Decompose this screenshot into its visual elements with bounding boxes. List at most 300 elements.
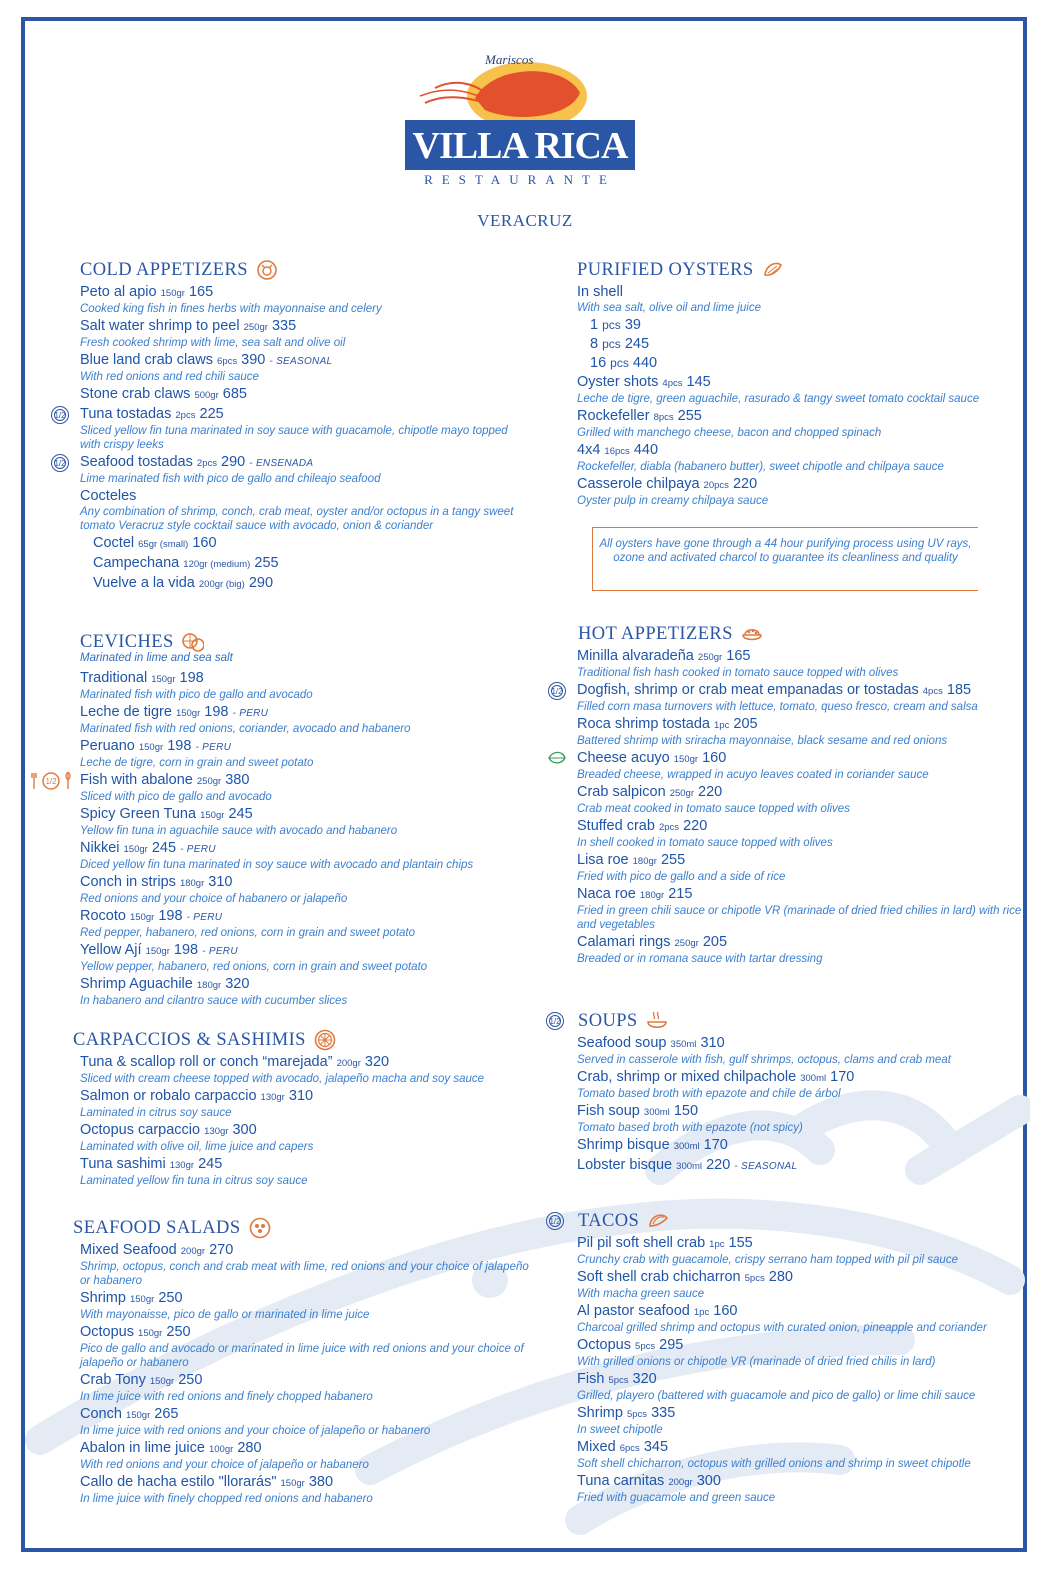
menu-item-price: 685	[222, 386, 247, 402]
menu-item-line	[577, 750, 1027, 768]
menu-item-name: 1	[590, 317, 599, 333]
menu-item-description: Breaded or in romana sauce with tartar dressing	[577, 953, 823, 965]
menu-section	[60, 1214, 530, 1508]
half-portion-icon: 1/2	[546, 1012, 564, 1030]
menu-item	[577, 1137, 1027, 1155]
menu-item-line	[577, 1035, 1027, 1053]
menu-item-name: 16	[590, 355, 607, 371]
menu-item-price: 290	[248, 575, 274, 591]
menu-item-name: Leche de tigre	[80, 704, 172, 720]
section-title-text: CARPACCIOS & SASHIMIS	[73, 1029, 306, 1050]
menu-item-name: Peruano	[80, 738, 135, 754]
menu-item-line	[577, 1337, 1027, 1355]
half-portion-icon: 1/2	[548, 682, 566, 700]
menu-item-qty: 120gr (medium)	[183, 559, 251, 570]
menu-item-name: Nikkei	[80, 840, 120, 856]
menu-item-price: 150	[673, 1103, 699, 1119]
menu-item-name: Rocoto	[80, 908, 126, 924]
menu-item-description: Traditional fish hash cooked in tomato sauce topped with olives	[577, 667, 899, 679]
menu-item-line	[80, 406, 530, 424]
menu-item-name: Dogfish, shrimp or crab meat empanadas or tostadas	[577, 682, 919, 698]
menu-item-name: Tuna sashimi	[80, 1156, 166, 1172]
menu-item-line	[80, 284, 530, 302]
menu-item-line	[80, 1122, 530, 1140]
menu-item-description: Tomato based broth with epazote and chile de árbol	[577, 1088, 841, 1100]
menu-item-description: Crab meat cooked in tomato sauce topped with olives	[577, 803, 850, 815]
menu-item-name: Minilla alvaradeña	[577, 648, 694, 664]
menu-item-name: Shrimp	[577, 1405, 623, 1421]
menu-item	[80, 1474, 530, 1506]
menu-item-price: 220	[706, 1157, 731, 1173]
menu-item-line	[80, 1290, 530, 1308]
menu-item-price: 390	[241, 352, 266, 368]
menu-item-name: Fish with abalone	[80, 772, 193, 788]
menu-item-price: 245	[198, 1156, 223, 1172]
menu-item-qty: 1pc	[709, 1239, 725, 1250]
svg-text:1/2: 1/2	[45, 777, 57, 786]
menu-item-price: 320	[632, 1371, 657, 1387]
menu-item-note: - SEASONAL	[269, 356, 333, 367]
menu-item	[80, 738, 530, 770]
menu-item-qty: 4pcs	[922, 686, 943, 697]
menu-item-price: 220	[732, 476, 758, 492]
menu-item-price: 255	[677, 408, 702, 424]
menu-item-price: 205	[733, 716, 758, 732]
menu-item-line	[577, 886, 1027, 904]
menu-item	[54, 454, 530, 486]
menu-item-line	[80, 976, 530, 994]
half-portion-icon: 1/2	[546, 1212, 564, 1230]
menu-item	[577, 1035, 1027, 1067]
menu-item-price: 245	[228, 806, 253, 822]
section-title	[578, 620, 1027, 648]
menu-item-qty: pcs	[610, 356, 629, 370]
menu-item-name: Peto al apio	[80, 284, 157, 300]
menu-item-description: In sweet chipotle	[577, 1424, 663, 1436]
menu-item-name: 4x4	[577, 442, 601, 458]
menu-item-line	[80, 1324, 530, 1342]
menu-section	[557, 256, 1027, 510]
menu-item-qty: 150gr	[175, 708, 201, 719]
menu-item-line	[80, 942, 530, 960]
menu-item	[577, 750, 1027, 782]
half-portion-icon: 1/2	[51, 406, 69, 424]
menu-item-description: Fresh cooked shrimp with lime, sea salt and olive oil	[80, 337, 346, 349]
menu-item-name: Naca roe	[577, 886, 636, 902]
menu-item-line	[80, 670, 530, 688]
menu-item-description: Battered shrimp with sriracha mayonnaise, black sesame and red onions	[577, 735, 948, 747]
taco-icon	[647, 1210, 669, 1232]
menu-item-qty: 250gr	[243, 322, 268, 333]
menu-item-note: - PERU	[180, 844, 216, 855]
menu-item-price: 320	[364, 1054, 390, 1070]
menu-item-price: 215	[668, 886, 693, 902]
menu-item-description: Served in casserole with fish, gulf shrimps, octopus, clams and crab meat	[577, 1054, 951, 1066]
section-title-text: PURIFIED OYSTERS	[577, 259, 754, 280]
menu-item-line	[80, 908, 530, 926]
menu-item	[80, 874, 530, 906]
menu-section	[549, 1207, 1027, 1507]
menu-item-name: Crab salpicon	[577, 784, 666, 800]
menu-item-qty: 6pcs	[619, 1443, 640, 1454]
menu-item-description: Any combination of shrimp, conch, crab meat, oyster and/or octopus in a tangy sweet tomato Veracruz style cocktail sauce with avocado, onion & coriander	[80, 506, 514, 532]
menu-item-qty: 2pcs	[196, 458, 217, 469]
menu-item-description: With sea salt, olive oil and lime juice	[577, 302, 761, 314]
menu-item-description: Lime marinated fish with pico de gallo and chileajo seafood	[80, 473, 381, 485]
menu-item-name: Octopus	[577, 1337, 631, 1353]
menu-item-price: 380	[308, 1474, 334, 1490]
menu-item-name: Crab, shrimp or mixed chilpachole	[577, 1069, 797, 1085]
section-title	[578, 1007, 1027, 1035]
menu-item-price: 198	[173, 942, 199, 958]
menu-item	[577, 934, 1027, 966]
menu-item-line	[80, 738, 530, 756]
menu-item-name: Seafood soup	[577, 1035, 667, 1051]
menu-item-description: Sliced yellow fin tuna marinated in soy sauce with guacamole, chipotle mayo topped with crispy leeks	[80, 425, 508, 451]
menu-item-description: Marinated fish with pico de gallo and avocado	[80, 689, 313, 701]
menu-item-qty: 250gr	[669, 788, 695, 799]
menu-item-price: 255	[254, 555, 279, 571]
menu-item-name: Lisa roe	[577, 852, 629, 868]
menu-item-line	[590, 317, 1027, 334]
menu-item-name: Mixed	[577, 1439, 616, 1455]
menu-item-name: Al pastor seafood	[577, 1303, 690, 1319]
menu-item-name: Oyster shots	[577, 374, 659, 390]
menu-item-qty: 2pcs	[175, 410, 196, 421]
menu-item-line	[80, 352, 530, 370]
menu-item	[80, 1290, 530, 1322]
menu-item-qty: 1pc	[714, 720, 730, 731]
menu-item-description: In habanero and cilantro sauce with cucumber slices	[80, 995, 348, 1007]
menu-item	[80, 1088, 530, 1120]
menu-item	[577, 1103, 1027, 1135]
vegetarian-leaf-icon	[547, 748, 567, 773]
menu-item-price: 255	[660, 852, 686, 868]
menu-item-qty: 150gr	[145, 946, 170, 957]
menu-item-price: 155	[728, 1235, 753, 1251]
menu-item	[93, 555, 530, 573]
menu-item-description: In shell cooked in tomato sauce topped with olives	[577, 837, 833, 849]
logo-name: VILLA RICA	[412, 125, 628, 167]
menu-item-line	[80, 1242, 530, 1260]
menu-item-line	[577, 476, 1027, 494]
menu-item	[577, 442, 1027, 474]
menu-item-price: 220	[683, 818, 708, 834]
menu-item-description: In lime juice with red onions and finely chopped habanero	[80, 1391, 373, 1403]
menu-item-description: Oyster pulp in creamy chilpaya sauce	[577, 495, 769, 507]
menu-item-price: 185	[946, 682, 972, 698]
menu-item	[577, 1439, 1027, 1471]
section-title	[73, 1026, 530, 1054]
menu-item-qty: 150gr	[151, 674, 176, 685]
menu-item	[80, 908, 530, 940]
menu-item-description: Crunchy crab with guacamole, crispy serrano ham topped with pil pil sauce	[577, 1254, 958, 1266]
menu-item-line	[80, 874, 530, 892]
menu-item-qty: 150gr	[149, 1376, 175, 1387]
menu-item-price: 145	[686, 374, 711, 390]
menu-item-line	[577, 1069, 1027, 1087]
menu-item-price: 380	[225, 772, 250, 788]
menu-item-description: Yellow pepper, habanero, red onions, corn in grain and sweet potato	[80, 961, 428, 973]
menu-item-line	[577, 1235, 1027, 1253]
share-plate-icon	[30, 771, 72, 796]
menu-item-qty: 250gr	[674, 938, 699, 949]
menu-item-price: 198	[179, 670, 204, 686]
menu-item	[577, 408, 1027, 440]
menu-item	[577, 716, 1027, 748]
menu-item-line	[80, 1440, 530, 1458]
menu-item-line	[80, 488, 530, 505]
menu-item-qty: 300ml	[643, 1107, 670, 1118]
menu-item-qty: 180gr	[196, 980, 222, 991]
menu-item-price: 280	[768, 1269, 793, 1285]
section-title-text: HOT APPETIZERS	[578, 623, 733, 644]
menu-item-line	[577, 1103, 1027, 1121]
menu-item	[577, 1473, 1027, 1505]
menu-item-price: 198	[167, 738, 192, 754]
menu-item-price: 295	[659, 1337, 684, 1353]
menu-item	[80, 942, 530, 974]
menu-item-qty: 100gr	[208, 1444, 234, 1455]
menu-item-line	[577, 1439, 1027, 1457]
menu-item	[577, 1405, 1027, 1437]
menu-item-description: Pico de gallo and avocado or marinated in lime juice with red onions and your choice of jalapeño or habanero	[80, 1343, 524, 1369]
menu-item-description: Red onions and your choice of habanero or jalapeño	[80, 893, 348, 905]
menu-item-name: Soft shell crab chicharron	[577, 1269, 741, 1285]
menu-item-note: - PERU	[232, 708, 269, 719]
menu-item-line	[577, 408, 1027, 426]
menu-item-qty: 200gr	[180, 1246, 206, 1257]
menu-item-name: Salmon or robalo carpaccio	[80, 1088, 257, 1104]
menu-section	[551, 620, 1027, 968]
menu-item	[54, 406, 530, 452]
menu-item-price: 300	[696, 1473, 721, 1489]
menu-section	[60, 1026, 530, 1190]
menu-item-name: Shrimp Aguachile	[80, 976, 193, 992]
menu-item-qty: 150gr	[280, 1478, 305, 1489]
menu-item-qty: 130gr	[204, 1126, 229, 1137]
menu-item-name: Mixed Seafood	[80, 1242, 177, 1258]
section-subtitle: Marinated in lime and sea salt	[80, 652, 233, 664]
menu-item-name: Callo de hacha estilo "llorarás"	[80, 1474, 277, 1490]
menu-item-name: Stone crab claws	[80, 386, 191, 402]
menu-item-line	[577, 1269, 1027, 1287]
menu-section	[45, 628, 530, 1010]
menu-item-line	[577, 1137, 1027, 1155]
menu-item-name: Salt water shrimp to peel	[80, 318, 240, 334]
menu-item-line	[577, 682, 1027, 700]
menu-item-price: 165	[188, 284, 214, 300]
menu-item-line	[577, 648, 1027, 666]
menu-item	[551, 682, 1027, 714]
menu-item-description: With mayonaisse, pico de gallo or marinated in lime juice	[80, 1309, 370, 1321]
menu-item-line	[577, 374, 1027, 392]
menu-item-price: 198	[158, 908, 183, 924]
menu-item-name: Spicy Green Tuna	[80, 806, 197, 822]
menu-item	[577, 1269, 1027, 1301]
menu-item-price: 250	[158, 1290, 183, 1306]
menu-item-price: 310	[700, 1035, 725, 1051]
menu-item	[80, 1372, 530, 1404]
restaurant-logo	[405, 48, 635, 198]
menu-item-qty: 130gr	[169, 1160, 195, 1171]
menu-item-description: Charcoal grilled shrimp and octopus with curated onion, pineapple and coriander	[577, 1322, 987, 1334]
menu-item-price: 320	[225, 976, 250, 992]
menu-item-qty: 500gr	[194, 390, 219, 401]
menu-section	[54, 256, 530, 595]
menu-item-qty: 1pc	[693, 1307, 710, 1318]
menu-item-line	[577, 818, 1027, 836]
menu-item-qty: pcs	[602, 318, 621, 332]
menu-item-description: Rockefeller, diabla (habanero butter), sweet chipotle and chilpaya sauce	[577, 461, 944, 473]
soup-icon	[646, 1010, 668, 1032]
menu-item-name: Cheese acuyo	[577, 750, 670, 766]
menu-item-qty: 150gr	[200, 810, 225, 821]
menu-item-qty: 250gr	[196, 776, 222, 787]
menu-item-description: Sliced with cream cheese topped with avocado, jalapeño macha and soy sauce	[80, 1073, 485, 1085]
menu-item-note: - SEASONAL	[734, 1161, 798, 1172]
menu-item-line	[577, 284, 1027, 301]
menu-item-name: Conch	[80, 1406, 122, 1422]
menu-item-name: Shrimp bisque	[577, 1137, 670, 1153]
menu-item-line	[80, 386, 530, 404]
menu-item-line	[577, 716, 1027, 734]
menu-item-description: In lime juice with finely chopped red onions and habanero	[80, 1493, 373, 1505]
menu-item-line	[577, 784, 1027, 802]
menu-section	[549, 1007, 1027, 1177]
menu-item-name: Campechana	[93, 555, 180, 571]
menu-item	[577, 886, 1027, 932]
oyster-notice: All oysters have gone through a 44 hour purifying process using UV rays, ozone and activated charcol to guarantee its cleanliness and quality	[592, 527, 978, 591]
menu-item	[577, 284, 1027, 315]
menu-item-name: 8	[590, 336, 599, 352]
menu-item	[590, 355, 1027, 372]
section-title	[577, 256, 1027, 284]
menu-item	[80, 284, 530, 316]
menu-item-price: 205	[702, 934, 728, 950]
menu-item-name: Tuna & scallop roll or conch “marejada”	[80, 1054, 333, 1070]
half-portion-icon: 1/2	[51, 454, 69, 472]
menu-item-description: Marinated fish with red onions, coriander, avocado and habanero	[80, 723, 411, 735]
menu-item-description: Fried with guacamole and green sauce	[577, 1492, 776, 1504]
menu-item-name: Lobster bisque	[577, 1157, 673, 1173]
menu-item-description: In lime juice with red onions and your choice of jalapeño or habanero	[80, 1425, 431, 1437]
menu-item-price: 39	[624, 317, 641, 333]
menu-item-description: Laminated with olive oil, lime juice and capers	[80, 1141, 314, 1153]
menu-item	[80, 670, 530, 702]
menu-item-note: - PERU	[186, 912, 223, 923]
menu-item-qty: 200gr	[668, 1477, 693, 1488]
menu-item-name: Calamari rings	[577, 934, 671, 950]
menu-item-qty: 150gr	[123, 844, 148, 855]
menu-item-qty: 200gr (big)	[198, 579, 245, 590]
menu-item-qty: 2pcs	[658, 822, 680, 833]
menu-item	[80, 1122, 530, 1154]
menu-item-line	[80, 704, 530, 722]
menu-item-price: 300	[232, 1122, 257, 1138]
menu-item-qty: 6pcs	[217, 356, 238, 367]
menu-item-description: Grilled with manchego cheese, bacon and chopped spinach	[577, 427, 882, 439]
menu-item	[577, 852, 1027, 884]
menu-item	[80, 1406, 530, 1438]
menu-item-name: Crab Tony	[80, 1372, 146, 1388]
menu-item-qty: 180gr	[632, 856, 657, 867]
menu-item-qty: 65gr (small)	[138, 539, 189, 550]
menu-item-qty: 5pcs	[626, 1409, 648, 1420]
crab-icon	[256, 259, 278, 281]
menu-item-line	[93, 555, 530, 573]
menu-item-name: Abalon in lime juice	[80, 1440, 205, 1456]
menu-item-price: 245	[624, 336, 650, 352]
menu-item-price: 245	[151, 840, 177, 856]
menu-item-price: 440	[632, 355, 658, 371]
menu-item-qty: 130gr	[260, 1092, 285, 1103]
menu-item-qty: 150gr	[138, 1328, 163, 1339]
menu-item	[577, 1371, 1027, 1403]
menu-item-line	[577, 1157, 1027, 1175]
menu-item	[577, 374, 1027, 406]
menu-item	[590, 317, 1027, 334]
menu-item-line	[577, 934, 1027, 952]
menu-item-price: 160	[192, 535, 217, 551]
menu-item	[577, 1157, 1027, 1175]
citrus-slice-icon	[314, 1029, 336, 1051]
menu-item-qty: 150gr	[138, 742, 164, 753]
menu-item-name: Cocteles	[80, 488, 137, 504]
menu-item-qty: 150gr	[125, 1410, 151, 1421]
menu-item-line	[80, 1372, 530, 1390]
menu-item-price: 280	[237, 1440, 262, 1456]
oyster-icon	[762, 259, 784, 281]
menu-item-name: Vuelve a la vida	[93, 575, 195, 591]
menu-item-price: 250	[178, 1372, 203, 1388]
menu-item-description: Laminated in citrus soy sauce	[80, 1107, 232, 1119]
menu-item	[93, 535, 530, 553]
menu-item-qty: 8pcs	[653, 412, 674, 423]
menu-item-description: Laminated yellow fin tuna in citrus soy sauce	[80, 1175, 308, 1187]
menu-item-description: Soft shell chicharron, octopus with grilled onions and shrimp in sweet chipotle	[577, 1458, 971, 1470]
menu-item-line	[577, 442, 1027, 460]
menu-item-qty: 300ml	[800, 1073, 827, 1084]
menu-item-line	[590, 336, 1027, 353]
menu-item	[80, 318, 530, 350]
menu-item-qty: 350ml	[670, 1039, 697, 1050]
menu-item-name: Roca shrimp tostada	[577, 716, 710, 732]
menu-item	[577, 1303, 1027, 1335]
menu-item-line	[577, 1371, 1027, 1389]
section-title	[80, 256, 530, 284]
menu-item-price: 225	[199, 406, 224, 422]
menu-item-qty: 300ml	[676, 1161, 703, 1172]
menu-item-line	[80, 318, 530, 336]
menu-item-qty: 150gr	[129, 1294, 155, 1305]
menu-item-description: With red onions and red chili sauce	[80, 371, 259, 383]
menu-item	[45, 772, 530, 804]
section-title-text: SOUPS	[578, 1010, 638, 1031]
menu-item-price: 310	[208, 874, 233, 890]
section-title-text: COLD APPETIZERS	[80, 259, 248, 280]
menu-item-line	[577, 1473, 1027, 1491]
menu-item	[577, 1235, 1027, 1267]
menu-item-qty: 16pcs	[604, 446, 630, 457]
menu-item-name: In shell	[577, 284, 623, 300]
menu-item-name: Octopus	[80, 1324, 134, 1340]
section-title	[578, 1207, 1027, 1235]
menu-item-qty: 150gr	[129, 912, 155, 923]
menu-item	[80, 704, 530, 736]
menu-item-name: Shrimp	[80, 1290, 126, 1306]
menu-item-line	[80, 1474, 530, 1492]
